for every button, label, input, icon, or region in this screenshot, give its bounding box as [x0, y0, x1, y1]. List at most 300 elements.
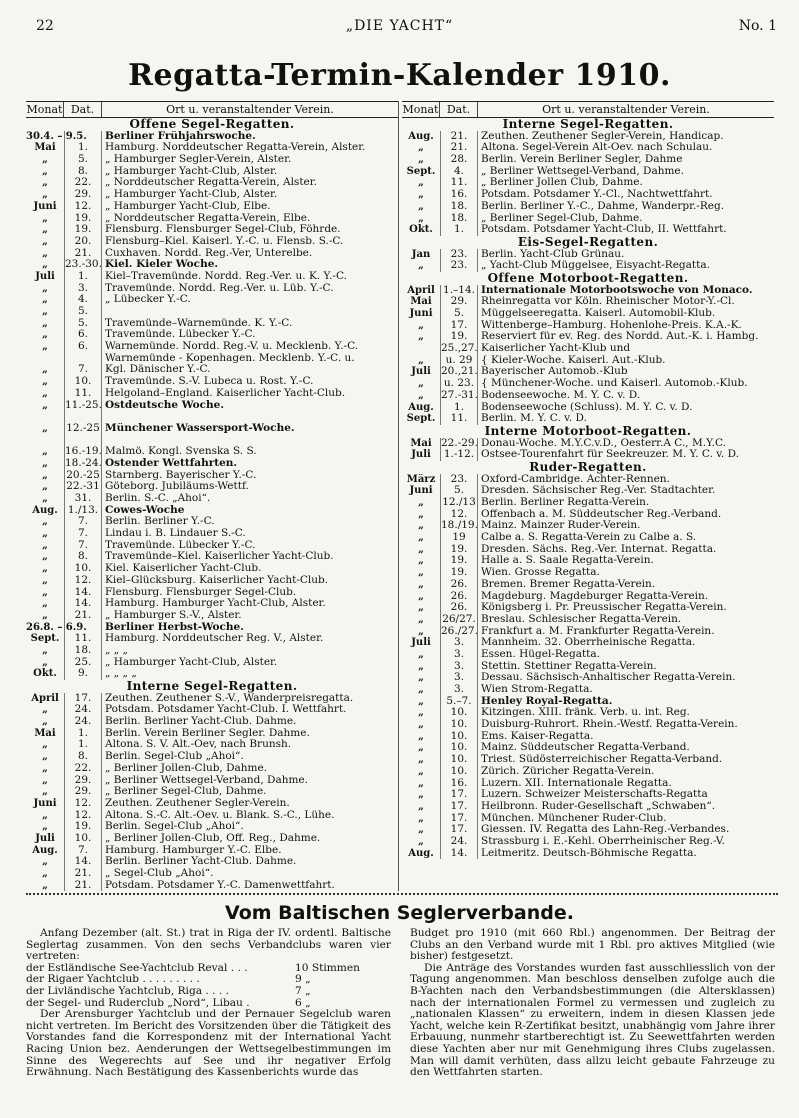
- row-date: 22.: [64, 177, 102, 189]
- row-date: 25.: [64, 657, 102, 669]
- row-date: 10.: [440, 707, 478, 719]
- row-month: Aug.: [32, 844, 58, 856]
- row-month: „: [42, 235, 48, 247]
- row-organizer: [102, 435, 398, 447]
- calendar-row: [402, 366, 774, 378]
- row-date: 17.: [440, 824, 478, 836]
- row-organizer: Münchener Wassersport-Woche.: [105, 422, 295, 434]
- calendar-row: [402, 719, 774, 731]
- row-month: „: [418, 672, 424, 684]
- calendar-row: [402, 497, 774, 509]
- article-paragraph: Der Arensburger Yachtclub und der Pernauer Segelclub waren nicht vertreten. Im Bericht des Vorsitzenden über die Tätigkeit des Vorstandes fand die Korrespondenz mit der International Yacht Racing Union bez. Aenderungen der Wettsegelbestimmungen im Sinne des Wegerechts auf See und ihr negativer Erfolg Erwähnung. Nach Bestätigung des Kassenberichts wurde das: [26, 1008, 391, 1079]
- row-month: „: [42, 282, 48, 294]
- row-month: Juli: [411, 637, 431, 649]
- calendar-row: [402, 343, 774, 355]
- row-month: „: [42, 809, 48, 821]
- calendar-row: [402, 331, 774, 343]
- row-month: [26, 435, 64, 447]
- row-organizer: Strassburg i. E.-Kehl. Oberrheinischer Reg.-V.: [481, 835, 725, 847]
- calendar-row: [26, 798, 398, 810]
- calendar-row: [26, 213, 398, 225]
- row-month: „: [418, 684, 424, 695]
- section-heading: Offene Motorboot-Regatten.: [487, 270, 689, 285]
- row-organizer: „ Berliner Wettsegel-Verband, Dahme.: [481, 165, 684, 177]
- row-date: u. 29: [440, 355, 478, 367]
- row-organizer: „ Berliner Jollen-Club, Dahme.: [105, 762, 268, 774]
- row-organizer: Ostdeutsche Woche.: [105, 399, 224, 411]
- row-date: 24.: [64, 716, 102, 728]
- calendar-row: [26, 775, 398, 787]
- row-month: „: [418, 660, 424, 672]
- calendar-row: [26, 505, 398, 517]
- row-month: Aug.: [408, 847, 434, 859]
- row-month: „: [418, 331, 424, 343]
- club-votes: 9 „: [295, 973, 311, 986]
- row-organizer: Heilbronn. Ruder-Gesellschaft „Schwaben“.: [481, 800, 716, 812]
- row-date: 18.: [440, 213, 478, 225]
- calendar-row: [402, 166, 774, 178]
- row-organizer: Stettin. Stettiner Regatta-Verein.: [481, 660, 657, 672]
- calendar-row: [26, 704, 398, 716]
- row-date: 23.: [440, 260, 478, 272]
- calendar-row: [26, 856, 398, 868]
- row-date: 5.: [64, 154, 102, 166]
- row-organizer: Essen. Hügel-Regatta.: [481, 648, 600, 660]
- row-month: „: [418, 555, 424, 567]
- row-organizer: „ Hamburger Yacht-Club, Elbe.: [105, 200, 271, 212]
- row-month: April: [31, 692, 59, 704]
- row-organizer: Kiel. Kieler Woche.: [105, 259, 219, 271]
- row-organizer: Dresden. Sächsischer Reg.-Ver. Stadtachter.: [481, 485, 716, 497]
- calendar-row: [26, 633, 398, 645]
- row-date: 1.-12.: [440, 449, 478, 461]
- row-month: „: [42, 539, 48, 551]
- row-date: 7.: [64, 845, 102, 857]
- row-month: „: [42, 704, 48, 716]
- row-month: „: [418, 508, 424, 520]
- row-organizer: München. Münchener Ruder-Club.: [481, 812, 667, 824]
- row-date: 11.: [440, 413, 478, 425]
- row-month: Juni: [409, 485, 433, 497]
- calendar-row: [402, 626, 774, 638]
- row-organizer: Zeuthen. Zeuthener Segler-Verein, Handicap.: [481, 130, 724, 142]
- row-date: 1.: [64, 728, 102, 740]
- row-month: „: [418, 719, 424, 731]
- row-organizer: Müggelseeregatta. Kaiserl. Automobil-Klub.: [481, 308, 716, 319]
- row-date: 1.: [64, 739, 102, 751]
- row-organizer: Travemünde–Kiel. Kaiserlicher Yacht-Club.: [105, 551, 334, 563]
- page-number: 22: [36, 18, 54, 34]
- row-month: „: [418, 200, 424, 212]
- row-organizer: Altona. S. V. Alt.-Oev, nach Brunsh.: [105, 739, 292, 751]
- row-date: 5.: [440, 308, 478, 320]
- calendar-row: [26, 400, 398, 412]
- row-month: „: [42, 644, 48, 656]
- row-date: [64, 131, 102, 143]
- row-organizer: „ „ „: [105, 644, 128, 656]
- row-organizer: Bodenseewoche (Schluss). M. Y. C. v. D.: [481, 401, 693, 413]
- row-month: „: [42, 165, 48, 177]
- row-organizer: Malmö. Kongl. Svenska S. S.: [105, 446, 257, 458]
- row-organizer: „ Berliner Segel-Club, Dahme.: [105, 786, 267, 798]
- calendar-row: [26, 728, 398, 740]
- calendar-row: [26, 364, 398, 376]
- row-organizer: Kaiserlicher Yacht-Klub und: [481, 343, 631, 355]
- row-date: 10.: [440, 754, 478, 766]
- row-date: 8.: [64, 551, 102, 563]
- calendar-row: [26, 236, 398, 248]
- row-month: „: [42, 446, 48, 458]
- calendar-row: [402, 672, 774, 684]
- row-date: 10.: [64, 563, 102, 575]
- row-date: 19.: [440, 331, 478, 343]
- row-organizer: Berlin. Berliner Y.-C., Dahme, Wanderpr.-Reg.: [481, 200, 725, 212]
- row-month: Juli: [411, 366, 431, 378]
- row-date: 28.: [440, 154, 478, 166]
- row-organizer: Wien Strom-Regatta.: [481, 684, 593, 695]
- row-date: 3.: [440, 661, 478, 673]
- row-date: 5.: [64, 306, 102, 318]
- row-organizer: Cuxhaven. Nordd. Reg.-Ver, Unterelbe.: [105, 247, 313, 259]
- row-organizer: Cowes-Woche: [105, 504, 185, 516]
- calendar-row: [402, 637, 774, 649]
- row-organizer: „ Yacht-Club Müggelsee, Eisyacht-Regatta.: [481, 260, 710, 272]
- row-month: „: [418, 378, 424, 390]
- row-month: 30.4. – 9.5.: [26, 130, 87, 142]
- row-organizer: Bodenseewoche. M. Y. C. v. D.: [481, 389, 641, 401]
- section-heading: Interne Segel-Regatten.: [502, 117, 674, 131]
- row-organizer: Giessen. IV. Regatta des Lahn-Reg.-Verbandes.: [481, 824, 730, 836]
- club-name: der Livländische Yachtclub, Riga . . . .: [26, 984, 229, 997]
- calendar-row: [402, 555, 774, 567]
- row-date: 14.: [64, 598, 102, 610]
- row-organizer: Wien. Grosse Regatta.: [481, 567, 600, 579]
- row-date: 4.: [440, 166, 478, 178]
- page-header: [0, 14, 799, 36]
- club-name: der Estländische See-Yachtclub Reval . . .: [26, 961, 248, 974]
- calendar-row: [26, 622, 398, 634]
- calendar-row: [402, 696, 774, 708]
- calendar-row: [402, 661, 774, 673]
- row-month: Mai: [34, 142, 56, 154]
- row-organizer: „ Norddeutscher Regatta-Verein, Alster.: [105, 177, 317, 189]
- row-organizer: Berliner Frühjahrswoche.: [105, 130, 256, 142]
- section-heading: Interne Motorboot-Regatten.: [484, 423, 692, 438]
- calendar-row: [26, 353, 398, 365]
- club-votes: 10 Stimmen: [295, 961, 360, 974]
- calendar-row: [26, 423, 398, 435]
- calendar-row: [26, 598, 398, 610]
- issue-number: No. 1: [738, 18, 777, 34]
- row-date: 3.: [64, 283, 102, 295]
- calendar-row: [402, 485, 774, 497]
- row-month: Okt.: [33, 668, 57, 680]
- row-date: 7.: [64, 516, 102, 528]
- row-month: „: [42, 457, 48, 469]
- row-month: „: [42, 177, 48, 189]
- row-organizer: Duisburg-Ruhrort. Rhein.-Westf. Regatta-Verein.: [481, 719, 738, 731]
- calendar-row: [402, 320, 774, 332]
- row-month: „: [42, 551, 48, 563]
- row-month: Sept.: [406, 165, 436, 177]
- row-month: „: [42, 294, 48, 306]
- row-month: „: [418, 578, 424, 590]
- article-paragraph: Budget pro 1910 (mit 660 Rbl.) angenommen. Der Beitrag der Clubs an den Verband wurde mit 1 Rbl. pro aktives Mitglied (wie bisher) festgesetzt.: [410, 927, 775, 963]
- row-date: 23.: [440, 249, 478, 261]
- row-organizer: Potsdam. Potsdamer Yacht-Club. I. Wettfahrt.: [105, 704, 347, 716]
- row-month: „: [42, 774, 48, 786]
- row-month: „: [42, 821, 48, 833]
- article-title: Vom Baltischen Seglerverbande.: [225, 902, 574, 924]
- row-month: „: [418, 789, 424, 801]
- row-organizer: Königsberg i. Pr. Preussischer Regatta-Verein.: [481, 602, 727, 614]
- row-organizer: Berlin. S.-C. „Ahoi“.: [105, 493, 211, 504]
- row-organizer: Warnemünde - Kopenhagen. Mecklenb. Y.-C. u.: [105, 352, 355, 364]
- row-month: „: [418, 800, 424, 812]
- row-month: Juli: [35, 270, 55, 282]
- page-title: Regatta-Termin-Kalender 1910.: [128, 58, 671, 93]
- row-date: 29.: [64, 189, 102, 201]
- calendar-row: [26, 259, 398, 271]
- calendar-row: [26, 880, 398, 892]
- row-month: „: [42, 481, 48, 493]
- calendar-row: [402, 778, 774, 790]
- row-date: 26./27.: [441, 625, 478, 637]
- row-date: 12.: [64, 810, 102, 822]
- calendar-row: [26, 587, 398, 599]
- row-organizer: Donau-Woche. M.Y.C.v.D., Oesterr.A C., M.Y.C.: [481, 437, 726, 449]
- row-date: 26.: [440, 579, 478, 591]
- row-date: 22.-31: [64, 481, 102, 493]
- calendar-row: [26, 481, 398, 493]
- row-month: „: [418, 648, 424, 660]
- row-date: 1./13.: [64, 505, 102, 517]
- row-organizer: Mannheim. 32. Oberrheinische Regatta.: [481, 637, 696, 649]
- calendar-row: [26, 388, 398, 400]
- row-date: 1.: [440, 224, 478, 236]
- calendar-row: [402, 824, 774, 836]
- section-heading: Interne Segel-Regatten.: [126, 679, 298, 693]
- row-organizer: „ Segel-Club „Ahoi“.: [105, 868, 214, 879]
- row-date: 22.: [64, 763, 102, 775]
- calendar-row: [402, 731, 774, 743]
- row-organizer: Hamburg. Norddeutscher Regatta-Verein, Alster.: [105, 142, 366, 154]
- calendar-row: [402, 131, 774, 143]
- calendar-row: [26, 376, 398, 388]
- row-organizer: Henley Royal-Regatta.: [481, 695, 613, 707]
- row-organizer: Frankfurt a. M. Frankfurter Regatta-Verein.: [481, 625, 715, 637]
- calendar-row: [402, 474, 774, 486]
- row-month: 26.8. – 6.9.: [26, 621, 87, 633]
- row-date: 4.: [64, 294, 102, 306]
- row-organizer: Kiel. Kaiserlicher Yacht-Club.: [105, 563, 262, 575]
- row-date: 21.: [64, 880, 102, 892]
- calendar-row: [402, 532, 774, 544]
- row-organizer: Travemünde. S.-V. Lubeca u. Rost. Y.-C.: [105, 376, 314, 388]
- row-organizer: Berlin. Segel-Club „Ahoi“.: [105, 751, 244, 763]
- row-date: 10.: [64, 833, 102, 845]
- calendar-row: [26, 645, 398, 657]
- row-date: 16.-19.: [65, 446, 102, 458]
- row-month: „: [418, 613, 424, 625]
- row-month: „: [42, 879, 48, 891]
- row-organizer: [102, 411, 398, 423]
- section-heading: Offene Segel-Regatten.: [129, 117, 295, 131]
- row-date: 14.: [440, 848, 478, 860]
- calendar-row: [26, 341, 398, 353]
- row-date: 22.-29.: [441, 437, 478, 449]
- row-date: 12.: [64, 575, 102, 587]
- row-organizer: „ Lübecker Y.-C.: [105, 294, 191, 306]
- row-date: 18.: [440, 201, 478, 213]
- row-organizer: Flensburg. Flensburger Segel-Club, Föhrde.: [105, 224, 341, 236]
- row-month: „: [42, 574, 48, 586]
- row-date: 6.: [64, 341, 102, 353]
- row-date: [64, 411, 102, 423]
- calendar-row: [402, 438, 774, 450]
- header-month: Monat: [26, 103, 63, 116]
- section-heading: Eis-Segel-Regatten.: [517, 234, 659, 249]
- row-organizer: Travemünde–Warnemünde. K. Y.-C.: [105, 317, 293, 329]
- calendar-row: [26, 810, 398, 822]
- row-month: „: [418, 567, 424, 579]
- calendar-row: [402, 249, 774, 261]
- calendar-row: [402, 567, 774, 579]
- row-organizer: Kiel–Travemünde. Nordd. Reg.-Ver. u. K. Y.-C.: [105, 270, 347, 282]
- row-organizer: Ems. Kaiser-Regatta.: [481, 730, 594, 742]
- row-date: 18./19.: [441, 520, 478, 532]
- row-date: 24.: [440, 836, 478, 848]
- club-name: der Rigaer Yachtclub . . . . . . . . .: [26, 973, 200, 986]
- row-date: 17.: [440, 320, 478, 332]
- row-organizer: { Münchener-Woche. und Kaiserl. Automob.-Klub.: [481, 378, 748, 390]
- row-date: 19.: [64, 213, 102, 225]
- row-organizer: Luzern. Schweizer Meisterschafts-Regatta: [481, 789, 708, 801]
- row-date: 31.: [64, 493, 102, 505]
- row-date: 7.: [64, 528, 102, 540]
- row-date: 5.–7.: [440, 696, 478, 708]
- row-month: „: [42, 716, 48, 728]
- row-organizer: Calbe a. S. Regatta-Verein zu Calbe a. S.: [481, 532, 697, 544]
- row-date: 10.: [440, 719, 478, 731]
- separator-rule: [26, 893, 778, 895]
- calendar-row: [26, 294, 398, 306]
- calendar-row: [26, 739, 398, 751]
- table-header: [402, 101, 774, 118]
- row-date: 19.: [64, 224, 102, 236]
- calendar-row: [26, 458, 398, 470]
- row-date: 5.: [64, 318, 102, 330]
- row-month: März: [406, 473, 436, 485]
- row-organizer: Berliner Herbst-Woche.: [105, 621, 244, 633]
- row-organizer: Triest. Südösterreichischer Regatta-Verband.: [481, 754, 723, 766]
- calendar-row: [26, 763, 398, 775]
- article-paragraph: Die Anträge des Vorstandes wurden fast ausschliesslich von der Tagung angenommen. Man beschloss denselben zufolge auch die B-Yachten nach den Verbandsbestimmungen (die Altersklassen) nach der internationalen Formel zu vermessen und zugleich zu „nationalen Klassen“ zu erweitern, indem in diesen Klassen jede Yacht, welche kein R-Zertifikat besitzt, unabhängig vom Jahre ihrer Erbauung, nunmehr startberechtigt ist. Zu Seewettfahrten werden diese Yachten aber nur mit Genehmigung ihres Clubs zugelassen. Man will damit verhüten, dass allzu leicht gebaute Fahrzeuge zu den Wettfahrten starten.: [410, 961, 775, 1079]
- row-month: „: [418, 812, 424, 824]
- calendar-row: [26, 751, 398, 763]
- calendar-row: [402, 801, 774, 813]
- calendar-row: [402, 766, 774, 778]
- row-month: „: [42, 224, 48, 236]
- row-month: „: [418, 319, 424, 331]
- calendar-row: [402, 707, 774, 719]
- row-date: [64, 622, 102, 634]
- calendar-row: [26, 833, 398, 845]
- calendar-row: [26, 306, 398, 318]
- calendar-row: [26, 446, 398, 458]
- calendar-row: [402, 213, 774, 225]
- row-month: „: [42, 376, 48, 388]
- row-date: 25.,27.: [441, 343, 478, 355]
- row-organizer: Hamburg. Hamburger Yacht-Club, Alster.: [105, 598, 326, 610]
- calendar-row: [26, 283, 398, 295]
- row-month: „: [42, 856, 48, 868]
- row-organizer: Altona. Segel-Verein Alt-Oev. nach Schulau.: [481, 142, 713, 154]
- club-votes: 6 „: [295, 996, 311, 1009]
- row-month: „: [42, 329, 48, 341]
- calendar-row: [26, 716, 398, 728]
- row-date: 12.-25: [64, 423, 102, 435]
- calendar-row: [26, 142, 398, 154]
- row-date: 27.-31.: [441, 389, 478, 401]
- row-month: „: [42, 189, 48, 201]
- header-date: Dat.: [64, 102, 102, 117]
- calendar-row: [26, 435, 398, 447]
- row-month: „: [42, 154, 48, 166]
- row-month: „: [418, 765, 424, 777]
- calendar-row: [402, 544, 774, 556]
- row-organizer: Kitzingen. XIII. fränk. Verb. u. int. Reg.: [481, 707, 690, 719]
- row-date: 10.: [440, 766, 478, 778]
- row-date: 11.-25.: [65, 399, 102, 411]
- row-organizer: Berlin. M. Y. C. v. D.: [481, 413, 587, 425]
- row-date: 8.: [64, 166, 102, 178]
- row-month: „: [418, 777, 424, 789]
- row-date: 16.: [440, 778, 478, 790]
- calendar-row: [402, 402, 774, 414]
- calendar-row: [402, 789, 774, 801]
- club-name: der Segel- und Ruderclub „Nord“, Libau .: [26, 996, 250, 1009]
- row-organizer: „ Hamburger Yacht-Club, Alster.: [105, 656, 278, 668]
- row-organizer: „ Berliner Jollen Club, Dahme.: [481, 177, 643, 189]
- row-month: „: [418, 189, 424, 201]
- row-date: 26.: [440, 591, 478, 603]
- row-month: „: [42, 516, 48, 528]
- row-date: 16.: [440, 189, 478, 201]
- row-organizer: Rheinregatta vor Köln. Rheinischer Motor-Y.-Cl.: [481, 296, 735, 308]
- row-organizer: Ostsee-Tourenfahrt für Seekreuzer. M. Y. C. v. D.: [481, 449, 739, 461]
- row-organizer: Hamburg. Norddeutscher Reg. V., Alster.: [105, 633, 324, 645]
- section-heading: Ruder-Regatten.: [529, 459, 647, 474]
- row-date: 7.: [64, 364, 102, 376]
- club-list-item: [26, 986, 391, 998]
- row-date: 12.: [64, 798, 102, 810]
- row-month: „: [418, 177, 424, 189]
- row-organizer: „ Norddeutscher Regatta-Verein, Elbe.: [105, 212, 311, 224]
- row-organizer: Lindau i. B. Lindauer S.-C.: [105, 528, 246, 540]
- row-month: „: [418, 543, 424, 555]
- calendar-row: [402, 579, 774, 591]
- row-date: 12.: [64, 201, 102, 213]
- row-date: 21.: [64, 610, 102, 622]
- row-organizer: Ostender Wettfahrten.: [105, 457, 238, 469]
- header-date: Dat.: [440, 102, 478, 117]
- row-date: 3.: [440, 672, 478, 684]
- row-organizer: Starnberg. Bayerischer Y.-C.: [105, 469, 257, 481]
- row-organizer: Magdeburg. Magdeburger Regatta-Verein.: [481, 590, 709, 602]
- row-organizer: Kgl. Dänischer Y.-C.: [105, 364, 211, 376]
- row-month: „: [42, 259, 48, 271]
